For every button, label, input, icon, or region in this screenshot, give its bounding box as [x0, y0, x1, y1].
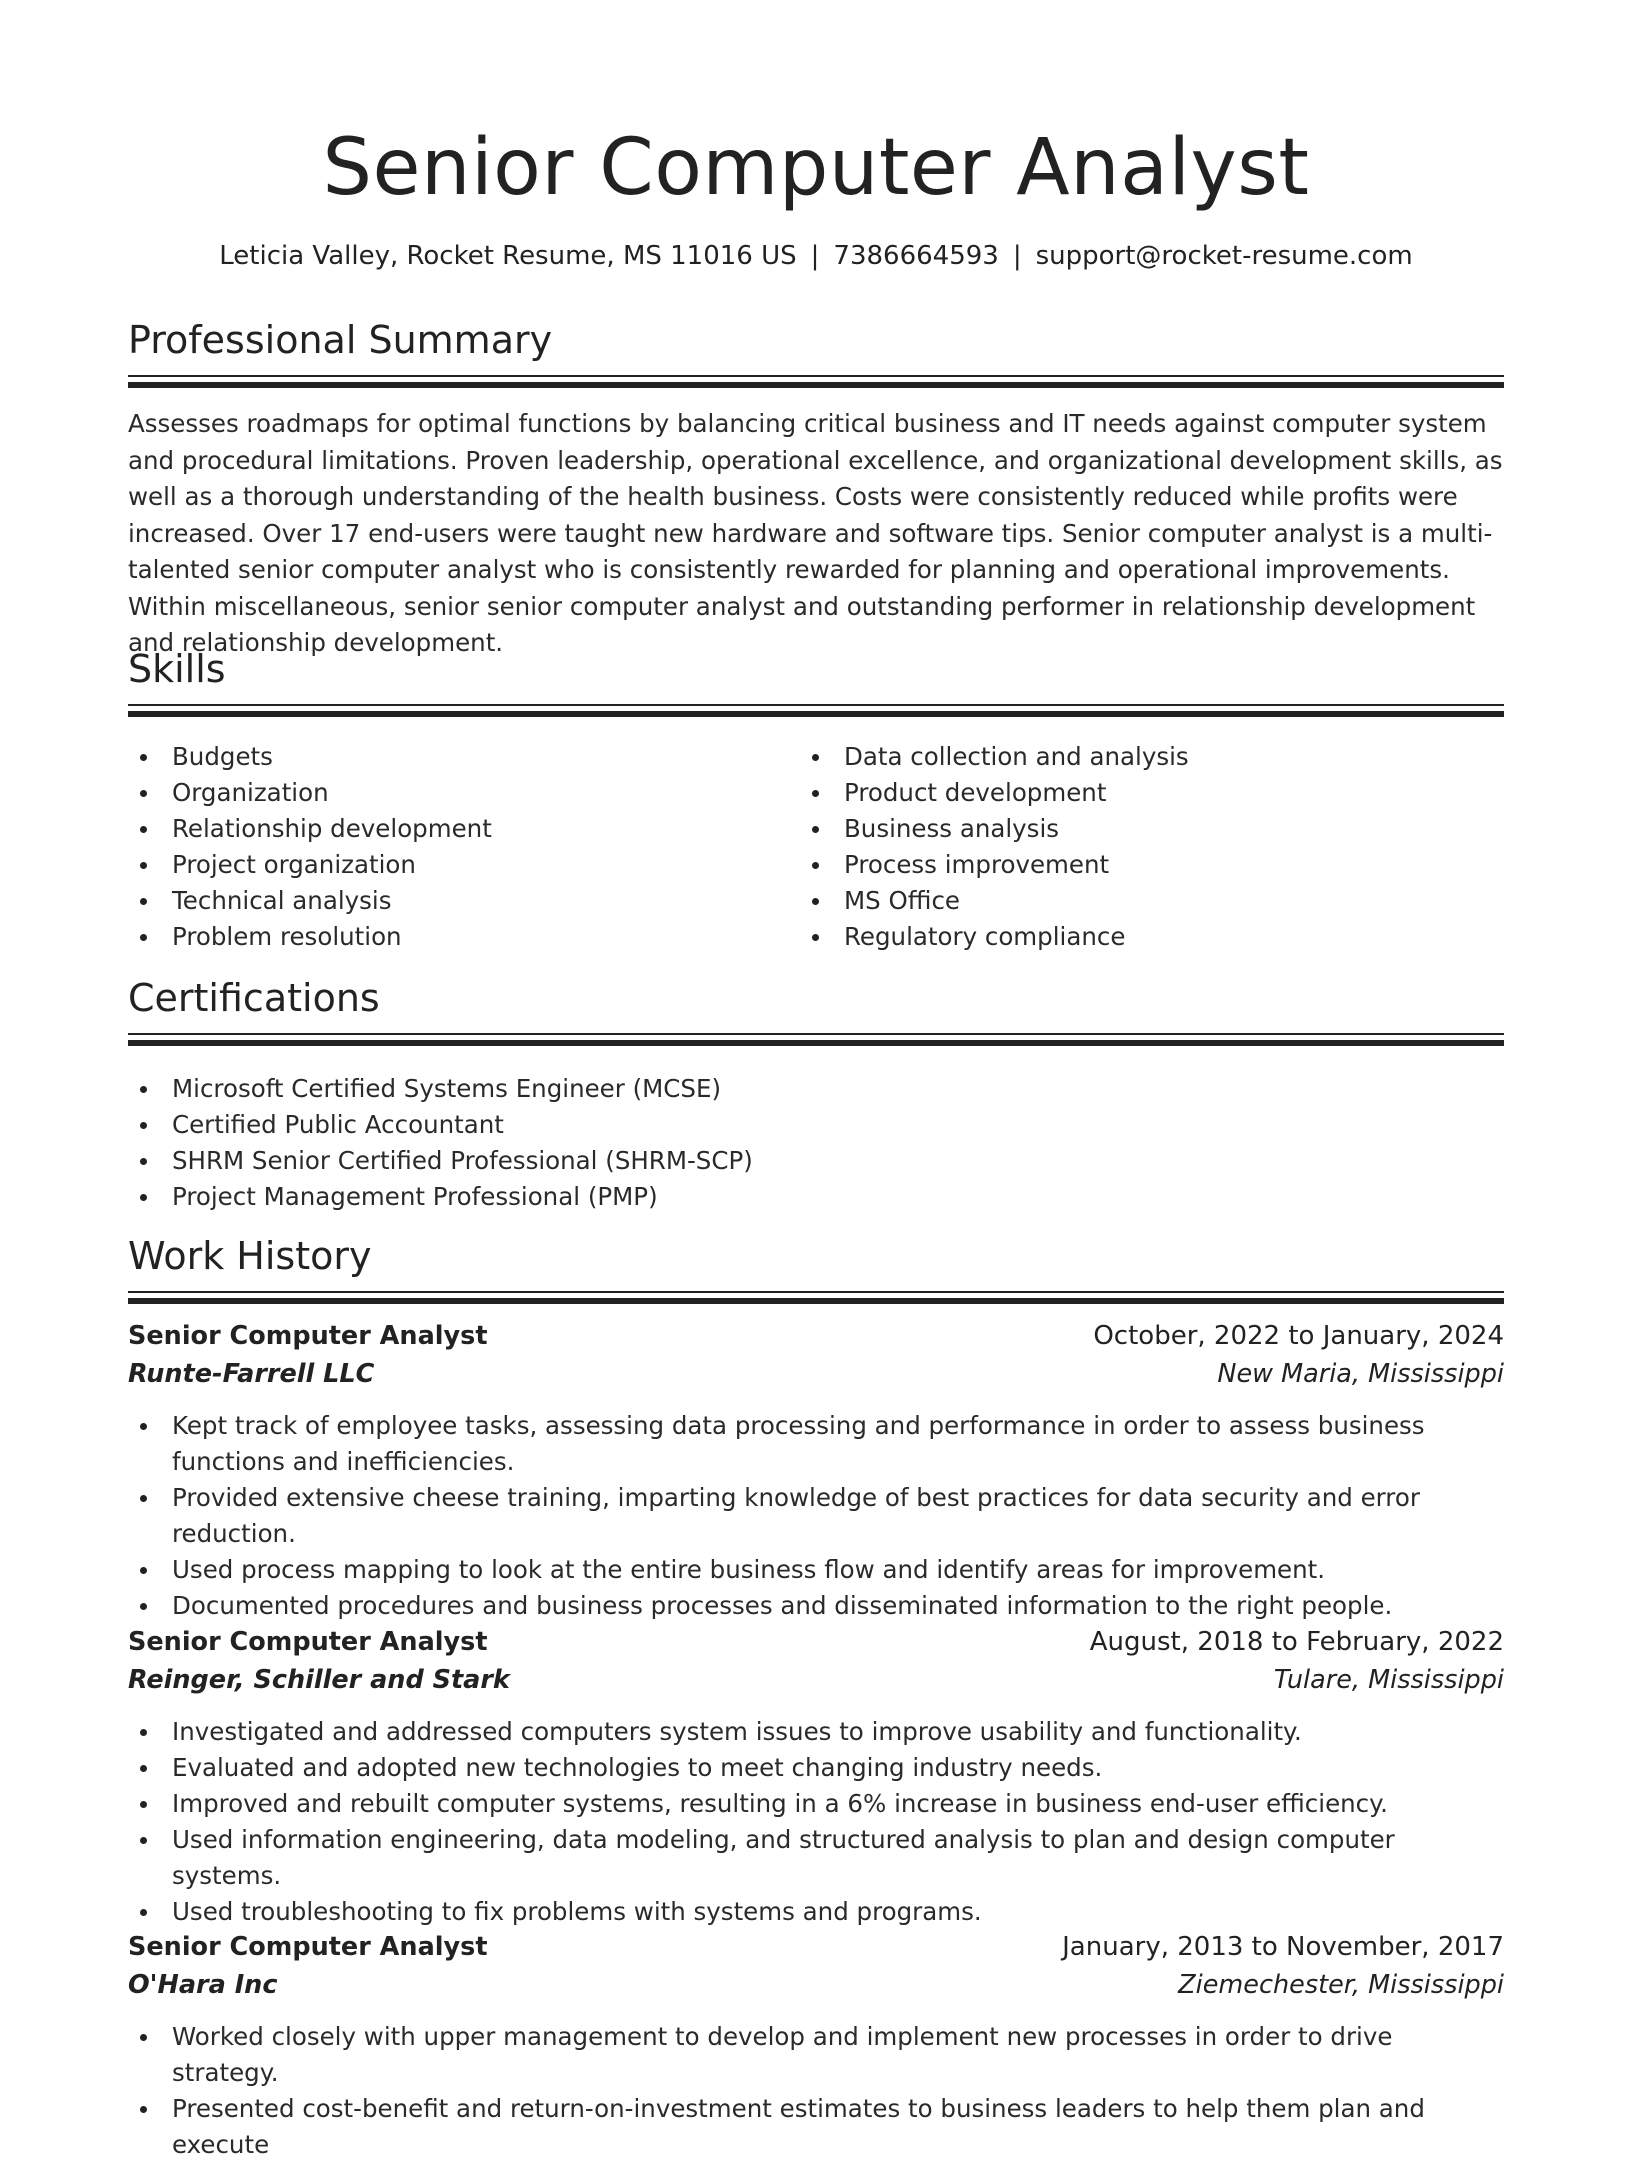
- job-company: Runte-Farrell LLC: [128, 1359, 375, 1389]
- work-section-header: [128, 1232, 1504, 1304]
- job-entry: [128, 1623, 1504, 1930]
- skills-column-left: [128, 739, 788, 955]
- job-bullet: Provided extensive cheese training, imparting knowledge of best practices for data security and error reduction.: [128, 1480, 1504, 1552]
- job-company-row: [128, 1355, 1504, 1393]
- contact-email: support@rocket-resume.com: [1035, 241, 1413, 271]
- skill-item: MS Office: [800, 883, 1460, 919]
- job-location: Tulare, Mississippi: [1273, 1665, 1504, 1695]
- job-title: Senior Computer Analyst: [128, 1627, 488, 1657]
- contact-line: [0, 238, 1632, 274]
- skill-item: Problem resolution: [128, 919, 788, 955]
- job-bullet: Worked closely with upper management to develop and implement new processes in order to drive strategy.: [128, 2019, 1504, 2091]
- job-dates: October, 2022 to January, 2024: [1093, 1321, 1504, 1351]
- contact-separator: |: [810, 241, 820, 271]
- section-divider: [128, 1291, 1504, 1293]
- section-divider: [128, 704, 1504, 706]
- skills-column-right: [800, 739, 1460, 955]
- job-bullet: Evaluated and adopted new technologies to meet changing industry needs.: [128, 1750, 1504, 1786]
- job-bullet: Presented cost-benefit and return-on-investment estimates to business leaders to help them plan and execute: [128, 2091, 1504, 2163]
- skill-item: Budgets: [128, 739, 788, 775]
- skill-item: Business analysis: [800, 811, 1460, 847]
- job-dates: August, 2018 to February, 2022: [1089, 1627, 1504, 1657]
- job-location: Ziemechester, Mississippi: [1178, 1970, 1504, 2000]
- summary-section-header: [128, 316, 1504, 388]
- job-bullets: [128, 1408, 1504, 1624]
- job-bullets: [128, 1714, 1504, 1930]
- section-divider: [128, 711, 1504, 717]
- job-title: Senior Computer Analyst: [128, 1321, 488, 1351]
- skills-list-left: [128, 739, 788, 955]
- section-divider: [128, 375, 1504, 377]
- job-location: New Maria, Mississippi: [1217, 1359, 1504, 1389]
- job-title-row: [128, 1928, 1504, 1966]
- certifications-block: [128, 1071, 1504, 1215]
- section-divider: [128, 1033, 1504, 1035]
- contact-phone: 7386664593: [833, 241, 999, 271]
- job-company-row: [128, 1661, 1504, 1699]
- job-bullet: Used process mapping to look at the entire business flow and identify areas for improvement.: [128, 1552, 1504, 1588]
- certifications-heading: Certifications: [128, 976, 380, 1020]
- job-bullets: [128, 2019, 1504, 2163]
- work-heading: Work History: [128, 1234, 372, 1278]
- certification-item: Project Management Professional (PMP): [128, 1179, 1504, 1215]
- job-bullet: Improved and rebuilt computer systems, resulting in a 6% increase in business end-user efficiency.: [128, 1786, 1504, 1822]
- skill-item: Process improvement: [800, 847, 1460, 883]
- summary-heading: Professional Summary: [128, 318, 553, 362]
- skill-item: Product development: [800, 775, 1460, 811]
- section-divider: [128, 382, 1504, 388]
- skill-item: Project organization: [128, 847, 788, 883]
- skill-item: Technical analysis: [128, 883, 788, 919]
- certification-item: Microsoft Certified Systems Engineer (MCSE): [128, 1071, 1504, 1107]
- skills-list-right: [800, 739, 1460, 955]
- job-bullet: Investigated and addressed computers system issues to improve usability and functionality.: [128, 1714, 1504, 1750]
- job-bullet: Used information engineering, data modeling, and structured analysis to plan and design computer systems.: [128, 1822, 1504, 1894]
- certifications-list: [128, 1071, 1504, 1215]
- job-title-row: [128, 1623, 1504, 1661]
- job-entry: [128, 1317, 1504, 1624]
- job-company: Reinger, Schiller and Stark: [128, 1665, 510, 1695]
- skill-item: Data collection and analysis: [800, 739, 1460, 775]
- skill-item: Organization: [128, 775, 788, 811]
- contact-separator: |: [1012, 241, 1022, 271]
- job-title-row: [128, 1317, 1504, 1355]
- job-bullet: Kept track of employee tasks, assessing data processing and performance in order to assess business functions and inefficiencies.: [128, 1408, 1504, 1480]
- job-company-row: [128, 1966, 1504, 2004]
- resume-title: Senior Computer Analyst: [322, 123, 1310, 213]
- certification-item: Certified Public Accountant: [128, 1107, 1504, 1143]
- section-divider: [128, 1298, 1504, 1304]
- job-dates: January, 2013 to November, 2017: [1062, 1932, 1504, 1962]
- skill-item: Regulatory compliance: [800, 919, 1460, 955]
- contact-address: Leticia Valley, Rocket Resume, MS 11016 US: [219, 241, 797, 271]
- job-bullet: Documented procedures and business processes and disseminated information to the right people.: [128, 1588, 1504, 1624]
- job-bullet: Used troubleshooting to fix problems with systems and programs.: [128, 1894, 1504, 1930]
- skill-item: Relationship development: [128, 811, 788, 847]
- job-title: Senior Computer Analyst: [128, 1932, 488, 1962]
- certification-item: SHRM Senior Certified Professional (SHRM-SCP): [128, 1143, 1504, 1179]
- skills-heading: Skills: [128, 647, 226, 691]
- section-divider: [128, 1040, 1504, 1046]
- summary-text: Assesses roadmaps for optimal functions by balancing critical business and IT needs against computer system and procedural limitations. Proven leadership, operational excellence, and organizational development skills, as well as a thorough understanding of the health business. Costs were consistently reduced while profits were increased. Over 17 end-users were taught new hardware and software tips. Senior computer analyst is a multi-talented senior computer analyst who is consistently rewarded for planning and operational improvements. Within miscellaneous, senior senior computer analyst and outstanding performer in relationship development and relationship development.: [128, 409, 1503, 657]
- job-entry: [128, 1928, 1504, 2163]
- skills-section-header: [128, 645, 1504, 717]
- certifications-section-header: [128, 974, 1504, 1046]
- job-company: O'Hara Inc: [128, 1970, 278, 2000]
